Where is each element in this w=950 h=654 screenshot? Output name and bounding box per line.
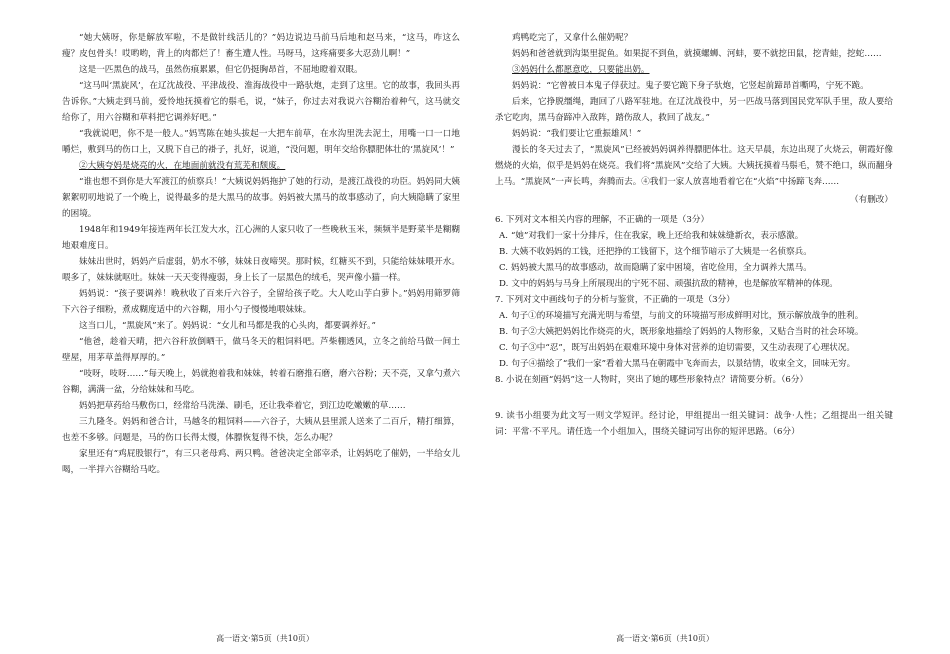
question-8-stem: 8. 小说在刻画“妈妈”这一人物时，突出了她的哪些形象特点？请简要分析。（6分） <box>495 375 809 385</box>
question-6-stem: 6. 下列对文本相关内容的理解，不正确的一项是（3分） <box>495 215 710 225</box>
left-text-column <box>62 30 460 478</box>
paragraph: “这马叫‘黑旋风’，在辽沈战役、平津战役、淮海战役中一路驮炮，走到了这里。它的故事，我回头再告诉你。”大姨走到马前，爱怜地抚摸着它的鬃毛，说，“妹子，你过去对我说六谷糊治着种气，这马就交给你了，用六谷糊和草料把它调养好吧。” <box>62 81 460 123</box>
option-label: C. <box>499 343 509 353</box>
option-text: 文中的妈妈与马身上所展现出的宁死不屈、顽强抗敌的精神，也是解放军精神的体现。 <box>511 279 838 289</box>
option-label: D. <box>499 359 509 369</box>
paragraph: 1948年和1949年接连两年长江发大水，江心洲的人家只收了一些晚秋玉米，频频半是野菜半是糊糊地艰难度日。 <box>62 225 460 251</box>
paragraph: 家里还有“鸡屁股银行”，有三只老母鸡、两只鸭。爸爸决定全部宰杀，让妈妈吃了催奶，一半给女儿喝，一半拌六谷糊给马吃。 <box>62 449 460 475</box>
paragraph: 妹妹出世时，妈妈产后虚弱，奶水不够，妹妹日夜啼哭。那时候，红糖买不到，只能给妹妹喂开水。喂多了，妹妹就呕吐。妹妹一天天变得瘦弱，身上长了一层黑色的绒毛，哭声像小猫一样。 <box>62 257 460 283</box>
paragraph: 妈妈把草药给马敷伤口，经常给马洗澡、刷毛，还让我牵着它，到江边吃嫩嫩的草…… <box>79 401 406 411</box>
paragraph: “她大姨呀，你是解放军啦，不是做针线活儿的？”妈边说边马前马后地和赵马来，“这马，咋这么瘦？皮包骨头！哎哟哟，背上的肉都烂了！畜生遭人性。马呀马，这疼痛要多大忍劲儿啊！” <box>62 33 460 59</box>
option-text: “她”对我们一家十分排斥，住在我家，晚上还给我和妹妹缝新衣，表示感激。 <box>510 231 804 241</box>
question-6-option-c <box>495 260 893 276</box>
right-page <box>475 0 950 654</box>
option-text: 句子③中“忍”，既写出妈妈在艰难环境中身体对营养的迫切需要，又生动表现了心理状况。 <box>511 343 855 353</box>
option-text: 句子②大姨把妈妈比作烧亮的火，既形象地描绘了妈妈的人物形象，又贴合当时的社会环境。 <box>511 327 864 337</box>
paragraph: 妈妈说：“孩子要调养！晚秋收了百来斤六谷子，全留给孩子吃。大人吃山芋白萝卜。”妈妈用筛罗筛下六谷子细粉，煮成糊度适中的六谷糊，用小勺子慢慢地喂妹妹。 <box>62 289 460 315</box>
paragraph: “谁也想不到你是大军渡江的侦察兵！”大姨说妈妈拖护了她的行动，是渡江战役的功臣。妈妈同大姨絮絮叨叨地说了一个晚上，说得最多的是大黑马的故事。妈妈被大黑马的故事感动了，向大姨隐瞒了家里的困境。 <box>62 177 460 219</box>
page-footer: 高一语文·第5页（共10页） <box>216 634 314 643</box>
option-label: A. <box>499 311 508 321</box>
paragraph: 鸡鸭吃完了，又拿什么催奶呢？ <box>512 33 633 43</box>
question-7-stem: 7. 下列对文中画线句子的分析与鉴赏，不正确的一项是（3分） <box>495 295 735 305</box>
abridged-note: （有删改） <box>850 195 893 205</box>
option-text: 句子④描绘了“我们一家”看着大黑马在朝霞中飞奔而去，以景结情，收束全文，回味无穷。 <box>511 359 856 369</box>
option-label: D. <box>499 279 509 289</box>
paragraph: 这是一匹黑色的战马，虽然伤痕累累，但它仍挺胸昂首，不屈地瞪着双眼。 <box>79 65 363 75</box>
question-7-option-c <box>495 340 893 356</box>
paragraph: 后来，它挣脱缰绳，跑回了八路军驻地。在辽沈战役中，另一匹战马落到国民党军队手里，敌人要给杀它吃肉，黑马奋蹄冲入敌阵，踏伤敌人，救回了战友。” <box>495 97 893 123</box>
paragraph: 这当口儿，“黑旋风”来了。妈妈说：“女儿和马都是我的心头肉，都要调养好。” <box>79 321 376 331</box>
option-text: 句子①的环境描写充满光明与希望，与前文的环境描写形成鲜明对比，预示解放战争的胜利。 <box>510 311 864 321</box>
right-text-column <box>495 30 893 440</box>
paragraph: “吱呀，吱呀……”每天晚上，妈就抱着我和妹妹，转着石磨推石磨，磨六谷粉；天不亮，又拿勺煮六谷糊，满满一盆，分给妹妹和马吃。 <box>62 369 460 395</box>
option-label: B. <box>499 247 509 257</box>
paragraph: 妈妈说：“它曾被日本鬼子俘获过。鬼子要它跪下身子驮炮，它竖起前蹄昂首嘶鸣，宁死不跪。 <box>512 81 869 91</box>
underlined-sentence-2 <box>62 158 460 174</box>
option-text: 妈妈被大黑马的故事感动，故而隐瞒了家中困境，省吃俭用，全力调养大黑马。 <box>511 263 812 273</box>
question-6-option-a <box>495 228 893 244</box>
answer-space <box>495 388 893 408</box>
question-7-option-d <box>495 356 893 372</box>
paragraph: 妈妈说：“我们要让它重振雄风！” <box>512 129 642 139</box>
paragraph: 妈妈和爸爸就到沟渠里捉鱼。如果捉不到鱼，就摸螺蛳、河蚌，要不就挖田鼠，挖青蛙，挖蛇…… <box>512 49 882 59</box>
question-6-option-d <box>495 276 893 292</box>
question-7-option-a <box>495 308 893 324</box>
paragraph: 漫长的冬天过去了，“黑旋风”已经被妈妈调养得膘肥体壮。这天早晨，东边出现了火烧云，朝霞好像燃烧的火焰，似乎是妈妈在烧亮。我们将“黑旋风”交给了大姨。大姨抚摸着马鬃毛，赞不绝口，纵而翻身上马。“黑旋风”一声长鸣，奔腾而去。④我们一家人放喜地看着它在“火焰”中扬蹄飞奔…… <box>495 145 893 187</box>
underlined-sentence-3 <box>495 62 893 78</box>
option-label: C. <box>499 263 509 273</box>
underline-text: ③妈妈什么都愿意吃，只要能出奶。 <box>512 65 650 75</box>
page-footer: 高一语文·第6页（共10页） <box>616 634 714 643</box>
paragraph: “他爸，趁着天晴，把六谷秆放倒晒干，做马冬天的粗饲料吧。芦柴棚透风，立冬之前给马做一间土壁屋，用茅草盖得厚厚的。” <box>62 337 460 363</box>
option-text: 大姨不收妈妈的工钱，还把挣的工钱留下，这个细节暗示了大姨是一名侦察兵。 <box>511 247 812 257</box>
underline-text: ②大姨夸妈是烧亮的火，在地面前就没有荒芜和颓废。 <box>79 161 286 171</box>
option-label: B. <box>499 327 509 337</box>
question-7-option-b <box>495 324 893 340</box>
paragraph: “我就说吧，你不是一般人。”妈骂陈在她头拔起一大把车前草，在水沟里洗去泥土，用嘴一口一口地嚼烂，敷到马的伤口上，又脱下自己的褂子，扎好，说道，“没问题，明年交给你膘肥体壮的‘黑旋风’！” <box>62 129 460 155</box>
question-9-stem: 9. 读书小组要为此文写一则文学短评。经讨论，甲组提出一组关键词：战争·人性；乙组提出一组关键词：平常·不平凡。请任选一个小组加入，围绕关键词写出你的短评思路。（6分） <box>495 411 893 437</box>
question-6-option-b <box>495 244 893 260</box>
option-label: A. <box>499 231 508 241</box>
paragraph: 三九隆冬。妈妈和爸合计，马越冬的粗饲料——六谷子，大姨从县里派人送来了二百斤，精打细算，也差不多够。问题是，马的伤口长得太慢，体膘恢复得不快，怎么办呢？ <box>62 417 460 443</box>
